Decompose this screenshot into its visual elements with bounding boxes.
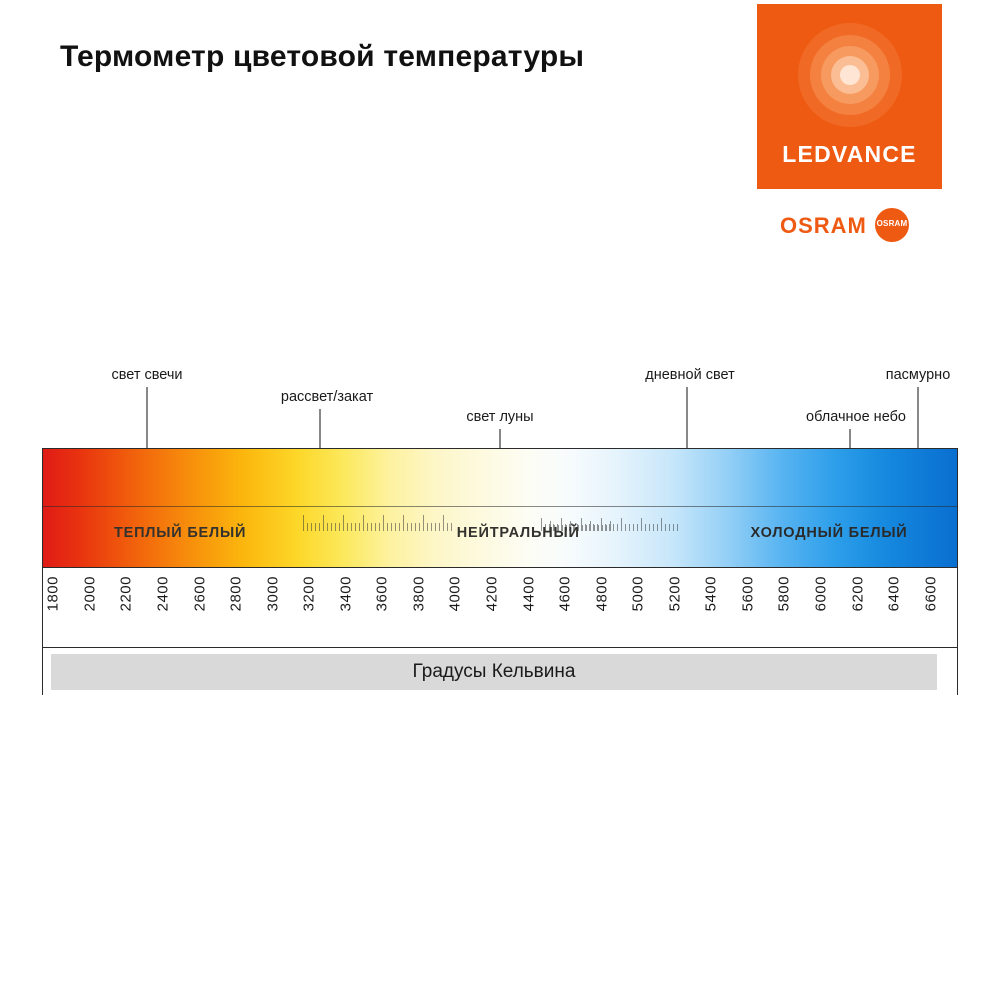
- kelvin-axis-label: Градусы Кельвина: [412, 661, 576, 682]
- kelvin-tick-label: 5800: [775, 576, 793, 612]
- kelvin-tick-label: 2600: [191, 576, 209, 612]
- kelvin-tick-label: 4200: [483, 576, 501, 612]
- kelvin-footer-bar: [43, 647, 957, 696]
- kelvin-tick-label: 2400: [154, 576, 172, 612]
- color-gradient-band: [43, 449, 957, 567]
- callout-label: рассвет/закат: [280, 389, 374, 405]
- kelvin-tick-label: 1800: [44, 576, 62, 612]
- kelvin-tick-label: 6000: [812, 576, 830, 612]
- osram-wordmark: OSRAM: [780, 213, 867, 238]
- kelvin-tick-label: 6600: [922, 576, 940, 612]
- kelvin-tick-label: 3000: [264, 576, 282, 612]
- callout-label: пасмурно: [885, 367, 951, 383]
- kelvin-tick-label: 5000: [629, 576, 647, 612]
- callout-label: свет луны: [466, 409, 534, 425]
- kelvin-tick-label: 2200: [117, 576, 135, 612]
- callout-label: облачное небо: [806, 409, 906, 425]
- kelvin-tick-label: 6400: [885, 576, 903, 612]
- scale-box: [42, 448, 958, 695]
- kelvin-tick-label: 3200: [300, 576, 318, 612]
- kelvin-tick-label: 4000: [446, 576, 464, 612]
- color-temperature-scale: [42, 350, 958, 695]
- kelvin-tick-label: 5600: [739, 576, 757, 612]
- osram-logo: [780, 205, 920, 245]
- kelvin-footer-band: [51, 654, 937, 690]
- kelvin-tick-label: 4400: [520, 576, 538, 612]
- kelvin-tick-label: 4600: [556, 576, 574, 612]
- zone-label: ТЕПЛЫЙ БЕЛЫЙ: [113, 525, 247, 541]
- callout-label: дневной свет: [645, 367, 735, 383]
- osram-circle-icon: [875, 208, 909, 242]
- zone-label: ХОЛОДНЫЙ БЕЛЫЙ: [750, 525, 908, 541]
- ledvance-wordmark: LEDVANCE: [782, 141, 917, 167]
- ledvance-lamp-icon: [757, 12, 942, 137]
- kelvin-tick-label: 3800: [410, 576, 428, 612]
- kelvin-tick-label: 3400: [337, 576, 355, 612]
- kelvin-tick-label: 5400: [702, 576, 720, 612]
- zone-label: НЕЙТРАЛЬНЫЙ: [456, 525, 580, 541]
- page-title: Термометр цветовой температуры: [60, 40, 585, 73]
- kelvin-tick-label: 6200: [849, 576, 867, 612]
- kelvin-tick-label: 2000: [81, 576, 99, 612]
- osram-mark-label: OSRAM: [876, 219, 908, 228]
- callout-label: свет свечи: [111, 367, 183, 383]
- kelvin-tick-label: 4800: [593, 576, 611, 612]
- kelvin-tick-strip: [43, 567, 957, 648]
- kelvin-tick-label: 3600: [373, 576, 391, 612]
- kelvin-tick-label: 2800: [227, 576, 245, 612]
- kelvin-tick-label: 5200: [666, 576, 684, 612]
- ledvance-logo: [757, 4, 942, 189]
